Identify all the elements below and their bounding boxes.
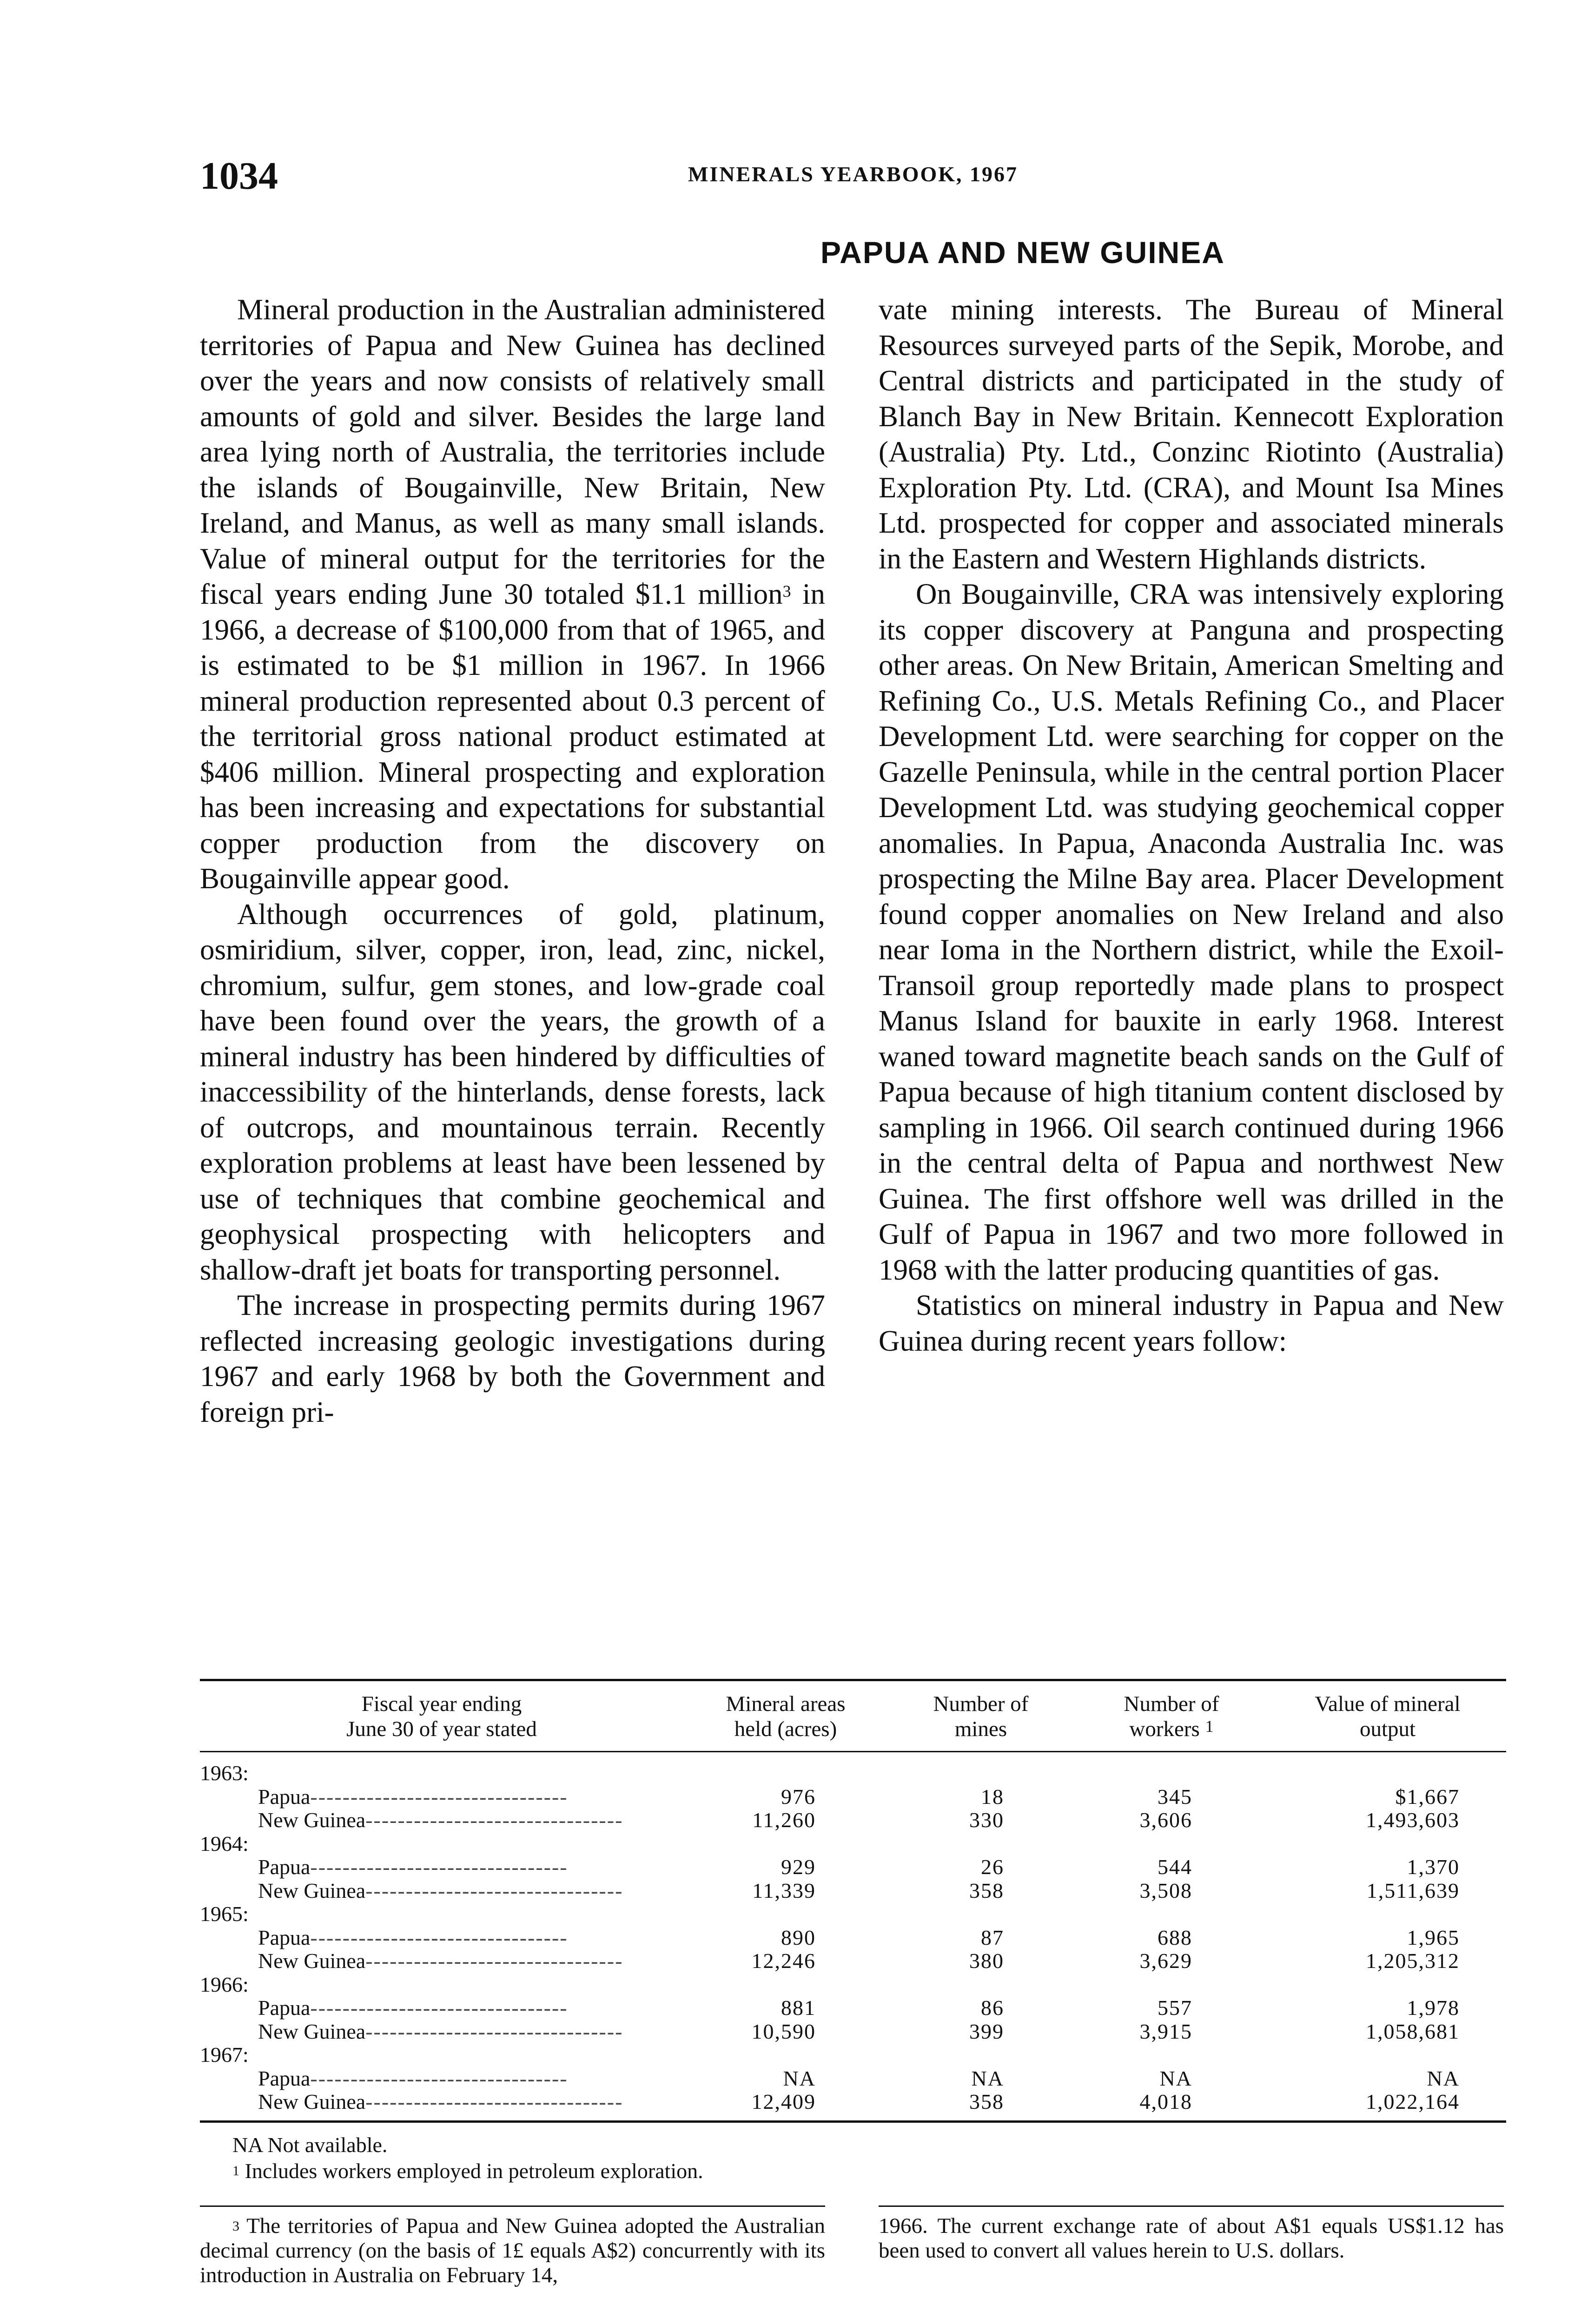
- year-label: 1967:: [200, 2043, 249, 2067]
- mines-cell: 18: [981, 1784, 1004, 1809]
- value-cell: 1,978: [1407, 1996, 1460, 2020]
- dot-leader: --------------------------------: [365, 1809, 623, 1832]
- footnote-rule: [879, 2205, 1504, 2207]
- value-cell: 1,511,639: [1366, 1878, 1460, 1902]
- table-row: [200, 1855, 1506, 1879]
- table-row: [200, 1809, 1506, 1832]
- dot-leader: --------------------------------: [310, 1996, 568, 2020]
- statistics-table: [200, 1679, 1506, 2184]
- row-label: Papua: [258, 1926, 311, 1949]
- row-label: Papua: [258, 1996, 311, 2020]
- year-label: 1964:: [200, 1831, 249, 1855]
- table-header: [200, 1681, 1506, 1751]
- column-header: Number of workers $^1$: [1124, 1692, 1219, 1741]
- mines-cell: 380: [969, 1949, 1004, 1973]
- acres-cell: 890: [781, 1925, 816, 1949]
- acres-cell: 881: [781, 1996, 816, 2020]
- value-cell: 1,370: [1407, 1855, 1460, 1879]
- acres-cell: 11,260: [752, 1808, 816, 1832]
- column-header: Fiscal year ending June 30 of year stated: [346, 1692, 537, 1741]
- section-title: PAPUA AND NEW GUINEA: [820, 235, 1225, 270]
- mines-cell: 399: [969, 2019, 1004, 2043]
- row-label: Papua: [258, 1855, 311, 1879]
- column-header: Number of mines: [933, 1692, 1029, 1741]
- mines-cell: 87: [981, 1925, 1004, 1949]
- workers-note: $^1$ Includes workers employed in petroleum exploration.: [232, 2159, 703, 2183]
- table-body: [200, 1752, 1506, 2120]
- right-text-column: [879, 292, 1504, 1359]
- dot-leader: --------------------------------: [365, 2090, 623, 2113]
- workers-cell: 3,629: [1139, 1949, 1192, 1973]
- value-cell: $1,667: [1395, 1784, 1460, 1809]
- table-row: [200, 1879, 1506, 1903]
- footnote-ref: 3: [232, 2218, 239, 2234]
- na-note: NA Not available.: [232, 2133, 388, 2157]
- acres-cell: 12,246: [751, 1949, 816, 1973]
- value-cell: 1,965: [1407, 1925, 1460, 1949]
- value-cell: 1,022,164: [1366, 2090, 1460, 2113]
- paragraph-text: in 1966, a decrease of $100,000 from that of 1965, and is estimated to be $1 million in 1967. In 1966 mineral production represented about 0.3 percent of the territorial gross national product estimated at $406 million. Mineral prospecting and exploration has been increasing and expectations for substantial copper production from the discovery on Bougainville appear good.: [200, 578, 825, 895]
- acres-cell: 11,339: [752, 1878, 816, 1902]
- paragraph: vate mining interests. The Bureau of Mineral Resources surveyed parts of the Sepik, Morobe, and Central districts and participated in the study of Blanch Bay in New Britain. Kennecott Exploration (Australia) Pty. Ltd., Conzinc Riotinto (Australia) Exploration Pty. Ltd. (CRA), and Mount Isa Mines Ltd. prospected for copper and associated minerals in the Eastern and Western Highlands districts.: [879, 293, 1504, 575]
- workers-cell: 3,508: [1139, 1878, 1192, 1902]
- row-label: New Guinea: [258, 1949, 366, 1973]
- table-row: [200, 1996, 1506, 2020]
- dot-leader: --------------------------------: [365, 1879, 623, 1902]
- paragraph: On Bougainville, CRA was intensively exploring its copper discovery at Panguna and prospecting other areas. On New Britain, American Smelting and Refining Co., U.S. Metals Refining Co., and Placer Development Ltd. were searching for copper on the Gazelle Peninsula, while in the central portion Placer Development Ltd. was studying geochemical copper anomalies. In Papua, Anaconda Australia Inc. was prospecting the Milne Bay area. Placer Development found copper anomalies on New Ireland and also near Ioma in the Northern district, while the Exoil-Transoil group reportedly made plans to prospect Manus Island for bauxite in early 1968. Interest waned toward magnetite beach sands on the Gulf of Papua because of high titanium content disclosed by sampling in 1966. Oil search continued during 1966 in the central delta of Papua and northwest New Guinea. The first offshore well was drilled in the Gulf of Papua in 1967 and two more followed in 1968 with the latter producing quantities of gas.: [879, 578, 1504, 1286]
- mines-cell: NA: [971, 2066, 1004, 2090]
- table-row: [200, 2020, 1506, 2044]
- year-group: [200, 1832, 1506, 1903]
- value-cell: 1,058,681: [1366, 2019, 1460, 2043]
- row-label: New Guinea: [258, 2090, 366, 2113]
- column-header: Mineral areas held (acres): [726, 1692, 846, 1741]
- paragraph: [200, 292, 825, 897]
- table-row: [200, 2067, 1506, 2091]
- acres-cell: 12,409: [751, 2090, 816, 2113]
- workers-cell: 3,606: [1139, 1808, 1192, 1832]
- mines-cell: 358: [969, 1878, 1004, 1902]
- footnote-rule: [200, 2205, 825, 2207]
- year-label: 1966:: [200, 1972, 249, 1996]
- table-row: [200, 2090, 1506, 2114]
- paragraph: Although occurrences of gold, platinum, osmiridium, silver, copper, iron, lead, zinc, nickel, chromium, sulfur, gem stones, and low-grade coal have been found over the years, the growth of a mineral industry has been hindered by difficulties of inaccessibility of the hinterlands, dense forests, lack of outcrops, and mountainous terrain. Recently exploration problems at least have been lessened by use of techniques that combine geochemical and geophysical prospecting with helicopters and shallow-draft jet boats for transporting personnel.: [200, 898, 825, 1286]
- row-label: New Guinea: [258, 2020, 366, 2043]
- page-header: [200, 153, 1506, 205]
- mines-cell: 358: [969, 2090, 1004, 2113]
- year-group: [200, 2043, 1506, 2114]
- page-number: 1034: [200, 154, 278, 198]
- dot-leader: --------------------------------: [310, 2067, 568, 2090]
- table-row: [200, 1949, 1506, 1973]
- running-title: MINERALS YEARBOOK, 1967: [688, 162, 1019, 186]
- footnote-ref: 1: [232, 2163, 239, 2179]
- footnote-left: $^3$ The territories of Papua and New Guinea adopted the Australian decimal currency (on the basis of 1£ equals A$2) concurrently with its introduction in Australia on February 14,: [200, 2214, 825, 2287]
- left-text-column: [200, 292, 825, 1430]
- acres-cell: 976: [781, 1784, 816, 1809]
- acres-cell: NA: [783, 2066, 816, 2090]
- table-notes: [200, 2132, 1506, 2184]
- table-row: [200, 1785, 1506, 1809]
- table-row: [200, 1926, 1506, 1950]
- mines-cell: 86: [981, 1996, 1004, 2020]
- workers-cell: 557: [1158, 1996, 1192, 2020]
- mines-cell: 330: [969, 1808, 1004, 1832]
- year-group: [200, 1973, 1506, 2044]
- workers-cell: 3,915: [1139, 2019, 1192, 2043]
- acres-cell: 929: [781, 1855, 816, 1879]
- workers-cell: 544: [1158, 1855, 1192, 1879]
- mines-cell: 26: [981, 1855, 1004, 1879]
- column-header: Value of mineral output: [1315, 1692, 1461, 1741]
- workers-cell: 345: [1158, 1784, 1192, 1809]
- footnote-ref: 3: [782, 582, 791, 601]
- dot-leader: --------------------------------: [365, 2020, 623, 2043]
- dot-leader: --------------------------------: [310, 1785, 568, 1809]
- value-cell: 1,205,312: [1366, 1949, 1460, 1973]
- dot-leader: --------------------------------: [310, 1926, 568, 1949]
- paragraph: The increase in prospecting permits during 1967 reflected increasing geologic investigations during 1967 and early 1968 by both the Government and foreign pri-: [200, 1289, 825, 1428]
- row-label: New Guinea: [258, 1879, 366, 1902]
- value-cell: 1,493,603: [1366, 1808, 1460, 1832]
- year-label: 1965:: [200, 1902, 249, 1926]
- value-cell: NA: [1427, 2066, 1460, 2090]
- dot-leader: --------------------------------: [365, 1949, 623, 1973]
- year-label: 1963:: [200, 1761, 249, 1785]
- footnote-ref: 1: [1205, 1717, 1214, 1736]
- dot-leader: --------------------------------: [310, 1855, 568, 1879]
- table-rule: [200, 2120, 1506, 2123]
- paragraph-text: Mineral production in the Australian administered territories of Papua and New Guinea has declined over the years and now consists of relatively small amounts of gold and silver. Besides the large land area lying north of Australia, the territories include the islands of Bougainville, New Britain, New Ireland, and Manus, as well as many small islands. Value of mineral output for the territories for the fiscal years ending June 30 totaled $1.1 million: [200, 293, 825, 610]
- workers-cell: 688: [1158, 1925, 1192, 1949]
- workers-cell: 4,018: [1139, 2090, 1192, 2113]
- paragraph: Statistics on mineral industry in Papua and New Guinea during recent years follow:: [879, 1289, 1504, 1357]
- year-group: [200, 1762, 1506, 1832]
- row-label: Papua: [258, 2067, 311, 2090]
- year-group: [200, 1902, 1506, 1973]
- workers-cell: NA: [1159, 2066, 1192, 2090]
- row-label: Papua: [258, 1785, 311, 1809]
- acres-cell: 10,590: [751, 2019, 816, 2043]
- footnote-right: 1966. The current exchange rate of about A$1 equals US$1.12 has been used to convert all values herein to U.S. dollars.: [879, 2214, 1504, 2263]
- row-label: New Guinea: [258, 1809, 366, 1832]
